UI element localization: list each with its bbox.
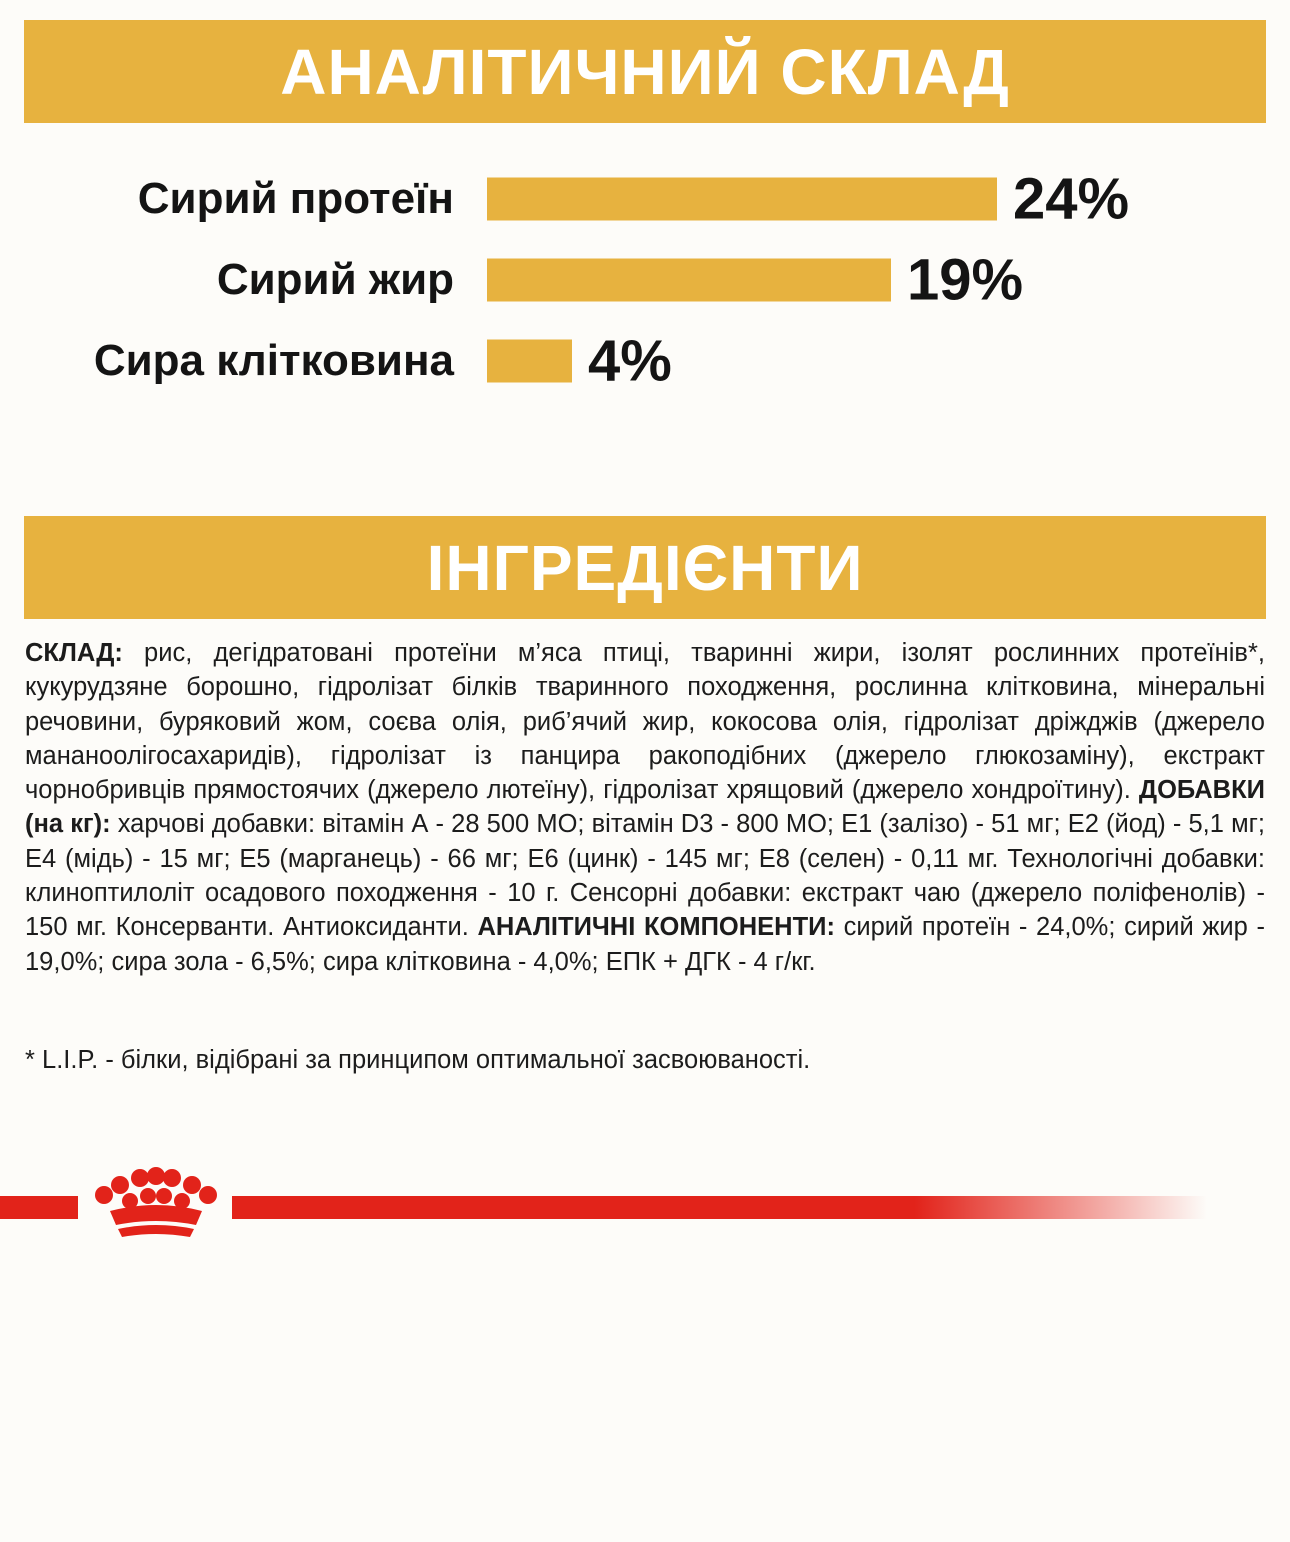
- crown-logo-icon: [90, 1165, 222, 1241]
- analytic-text: сирий протеїн - 24,0%; сирий жир - 19,0%; сира зола - 6,5%; сира клітковина - 4,0%; ЕПК + ДГК - 4 г/кг.: [25, 913, 1265, 976]
- composition-heading: СКЛАД:: [25, 639, 123, 667]
- bar-row-protein: [0, 164, 1290, 234]
- analytic-heading: АНАЛІТИЧНІ КОМПОНЕНТИ:: [477, 913, 835, 942]
- additives-heading: ДОБАВКИ (на кг):: [25, 776, 1265, 839]
- bar-label: Сира клітковина: [93, 336, 454, 385]
- bar-value: 4%: [588, 328, 672, 394]
- ingredients-banner: [24, 516, 1266, 619]
- additives-text: харчові добавки: вітамін А - 28 500 МО; вітамін D3 - 800 МО; Е1 (залізо) - 51 мг; Е2 (йод) - 5,1 мг; Е4 (мідь) - 15 мг; Е5 (марганець) - 66 мг; Е6 (цинк) - 145 мг; Е8 (селен) - 0,11 мг. Технологічні добавки: клиноптилоліт осадового походження - 10 г. Сенсорні добавки: екстракт чаю (джерело поліфенолів) - 150 мг. Консерванти. Антиоксиданти.: [25, 810, 1265, 942]
- analysis-banner: [24, 20, 1266, 123]
- ingredients-title: ІНГРЕДІЄНТИ: [426, 531, 864, 604]
- footnote: * L.I.P. - білки, відібрані за принципом оптимальної засвоюваності.: [25, 1046, 811, 1074]
- bar-value: 24%: [1013, 166, 1130, 232]
- brand-line-right: [232, 1196, 1207, 1219]
- bar-fill: [487, 178, 997, 221]
- analysis-title: АНАЛІТИЧНИЙ СКЛАД: [280, 35, 1010, 108]
- bar-label: Сирий протеїн: [137, 174, 454, 223]
- brand-line-left: [0, 1196, 78, 1219]
- bar-fill: [487, 340, 572, 383]
- composition-text: рис, дегідратовані протеїни м’яса птиці, тваринні жири, ізолят рослинних протеїнів*, кукурудзяне борошно, гідролізат білків тваринного походження, рослинна клітковина, мінеральні речовини, буряковий жом, соєва олія, риб’ячий жир, кокосова олія, гідролізат дріжджів (джерело мананоолігосахаридів), гідролізат із панцира ракоподібних (джерело глюкозаміну), екстракт чорнобривців прямостоячих (джерело лютеїну), гідролізат хрящовий (джерело хондроїтину).: [25, 639, 1265, 805]
- ingredients-text: [25, 636, 1265, 979]
- bar-row-fiber: [0, 326, 1290, 396]
- bar-fill: [487, 259, 891, 302]
- bar-label: Сирий жир: [216, 255, 454, 304]
- bar-value: 19%: [907, 247, 1024, 313]
- bar-row-fat: [0, 245, 1290, 315]
